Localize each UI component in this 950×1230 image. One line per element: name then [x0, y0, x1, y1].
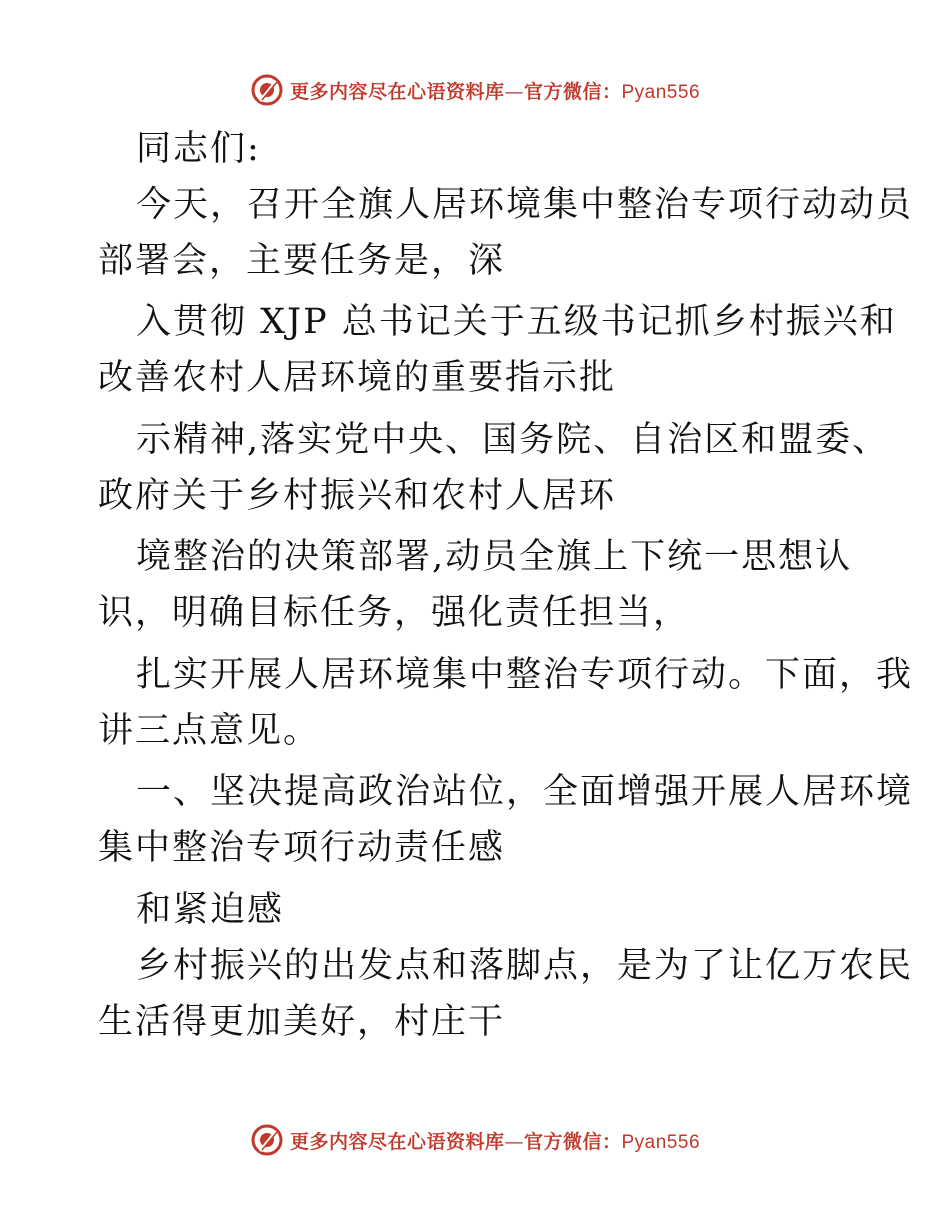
header-contact-label: 官方微信： [523, 80, 622, 103]
paragraph-line: 扎实开展人居环境集中整治专项行动。下面，我 [136, 655, 914, 695]
header-banner-text [290, 77, 700, 104]
paragraph-line: 入贯彻 XJP 总书记关于五级书记抓乡村振兴和 [136, 302, 897, 342]
footer-brand-text: 更多内容尽在心语资料库 [289, 1130, 505, 1153]
paragraph-line: 改善农村人居环境的重要指示批 [98, 358, 617, 398]
paragraph-line: 境整治的决策部署,动员全旗上下统一思想认 [136, 537, 853, 577]
paragraph-line: 乡村振兴的出发点和落脚点，是为了让亿万农民 [136, 946, 914, 986]
paragraph-line: 讲三点意见。 [98, 711, 321, 751]
paragraph-line: 识，明确目标任务，强化责任担当， [98, 593, 691, 633]
salutation: 同志们: [136, 129, 261, 169]
paragraph-line: 部署会，主要任务是，深 [98, 241, 506, 281]
brand-logo-icon [250, 1123, 284, 1157]
footer-contact-label: 官方微信： [523, 1130, 622, 1153]
paragraph-line: 生活得更加美好，村庄干 [98, 1002, 506, 1042]
paragraph-line: 今天，召开全旗人居环境集中整治专项行动动员 [136, 185, 914, 225]
paragraph-line: 示精神,落实党中央、国务院、自治区和盟委、 [136, 420, 890, 460]
header-banner [0, 70, 950, 110]
section-heading-line: 和紧迫感 [136, 890, 285, 930]
section-heading-line: 一、坚决提高政治站位，全面增强开展人居环境 [136, 772, 914, 812]
paragraph-line: 政府关于乡村振兴和农村人居环 [98, 476, 617, 516]
section-heading-line: 集中整治专项行动责任感 [98, 828, 506, 868]
footer-banner [0, 1120, 950, 1160]
header-brand-text: 更多内容尽在心语资料库 [289, 80, 505, 103]
brand-logo-icon [250, 73, 284, 107]
header-contact-id: Pyan556 [621, 81, 701, 103]
footer-banner-text [290, 1127, 700, 1154]
footer-contact-id: Pyan556 [621, 1131, 701, 1153]
footer-separator: — [504, 1130, 524, 1153]
header-separator: — [504, 80, 524, 103]
